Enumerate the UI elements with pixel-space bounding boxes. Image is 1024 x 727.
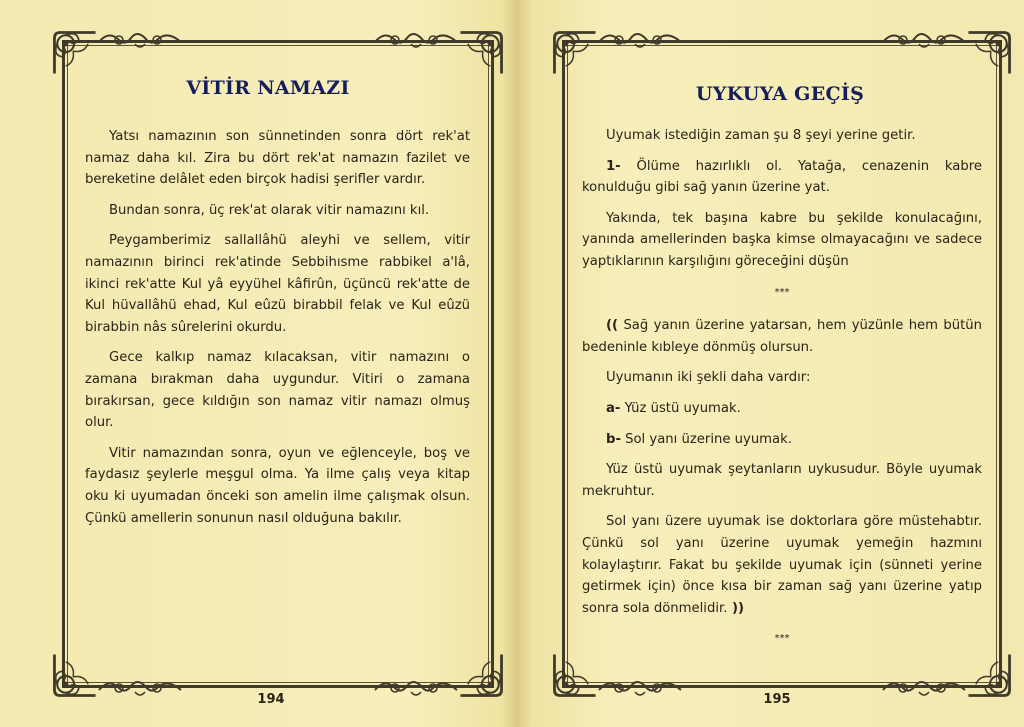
paragraph: Peygamberimiz sallallâhü aleyhi ve sellem, vitir namazının birinci rek'atinde Sebbihısme rabbikel a'lâ, ikinci rek'atte Kul yâ eyyühel kâfirûn, üçüncü rek'atte de Kul hüvallâhü ehad, Kul eûzü birabbil felak ve Kul eûzü birabbin nâs sûrelerini okurdu. — [85, 233, 470, 335]
paragraph-text: Sol yanı üzere uyumak ise doktorlara göre müstehabtır. Çünkü sol yanı üzerine uyumak yemeğin hazmını kolaylaştırır. Fakat bu şekilde uyumak için (sünneti yerine getirmek için) önce kısa bir zaman sağ yanı üzerine yatıp sonra sola dönmelidir. — [582, 514, 982, 616]
corner-ornament-icon — [453, 25, 509, 81]
scroll-ornament-icon — [879, 28, 969, 52]
page-number: 194 — [257, 692, 285, 707]
list-marker: b- — [606, 431, 621, 447]
page-body — [85, 126, 470, 538]
paragraph: Uyumanın iki şekli daha vardır: — [606, 370, 811, 386]
paragraph: Gece kalkıp namaz kılacaksan, vitir namazını o zamana bırakman daha uygundur. Vitiri o zamana bırakırsan, gece kıldığın son namaz vitir namazı olmuş olur. — [85, 350, 470, 431]
section-separator: *** — [774, 286, 790, 298]
paragraph-text: Yüz üstü uyumak. — [620, 400, 741, 416]
paragraph-text: Sol yanı üzerine uyumak. — [620, 431, 792, 447]
page-title: UYKUYA GEÇİŞ — [695, 83, 865, 105]
paragraph: Yatsı namazının son sünnetinden sonra dört rek'at namaz daha kıl. Zira bu dört rek'at namazın fazilet ve bereketine delâlet eden birçok hadisi şerifler vardır. — [85, 129, 470, 188]
paragraph-text: Sağ yanın üzerine yatarsan, hem yüzünle hem bütün bedeninle kıbleye dönmüş olursun. — [582, 318, 982, 355]
scroll-ornament-icon — [371, 28, 461, 52]
section-separator: *** — [774, 633, 790, 645]
scroll-ornament-icon — [595, 28, 685, 52]
corner-ornament-icon — [961, 25, 1017, 81]
page-title: VİTİR NAMAZI — [186, 77, 350, 99]
quote-close-marker: )) — [727, 600, 745, 616]
quote-open-marker: (( — [606, 318, 619, 334]
paragraph — [582, 156, 982, 199]
paragraph-text: Ölüme hazırlıklı ol. Yatağa, cenazenin kabre konulduğu gibi sağ yanın üzerine yat. — [582, 158, 982, 196]
paragraph — [582, 429, 982, 451]
page-body — [582, 125, 982, 662]
paragraph: Uyumak istediğin zaman şu 8 şeyi yerine getir. — [606, 128, 916, 143]
paragraph: Yüz üstü uyumak şeytanların uykusudur. Böyle uyumak mekruhtur. — [582, 462, 982, 499]
right-page — [512, 0, 1024, 727]
list-marker: a- — [606, 400, 621, 416]
paragraph — [582, 315, 982, 358]
paragraph: Yakında, tek başına kabre bu şekilde konulacağını, yanında amellerinden başka kimse olmayacağını ve sadece yaptıklarının karşılığını göreceğini düşün — [582, 210, 982, 269]
scroll-ornament-icon — [95, 28, 185, 52]
paragraph — [582, 511, 982, 619]
page-number: 195 — [763, 692, 791, 707]
paragraph: Bundan sonra, üç rek'at olarak vitir namazını kıl. — [109, 202, 430, 218]
list-marker: 1- — [606, 158, 621, 174]
paragraph — [582, 398, 982, 420]
paragraph: Vitir namazından sonra, oyun ve eğlenceyle, boş ve faydasız şeylerle meşgul olma. Ya ilme çalış veya kitap oku ki uyumadan önceki son amelin ilme çalışmak olsun. Çünkü amellerin sonunun nasıl olduğuna bakılır. — [85, 445, 470, 526]
